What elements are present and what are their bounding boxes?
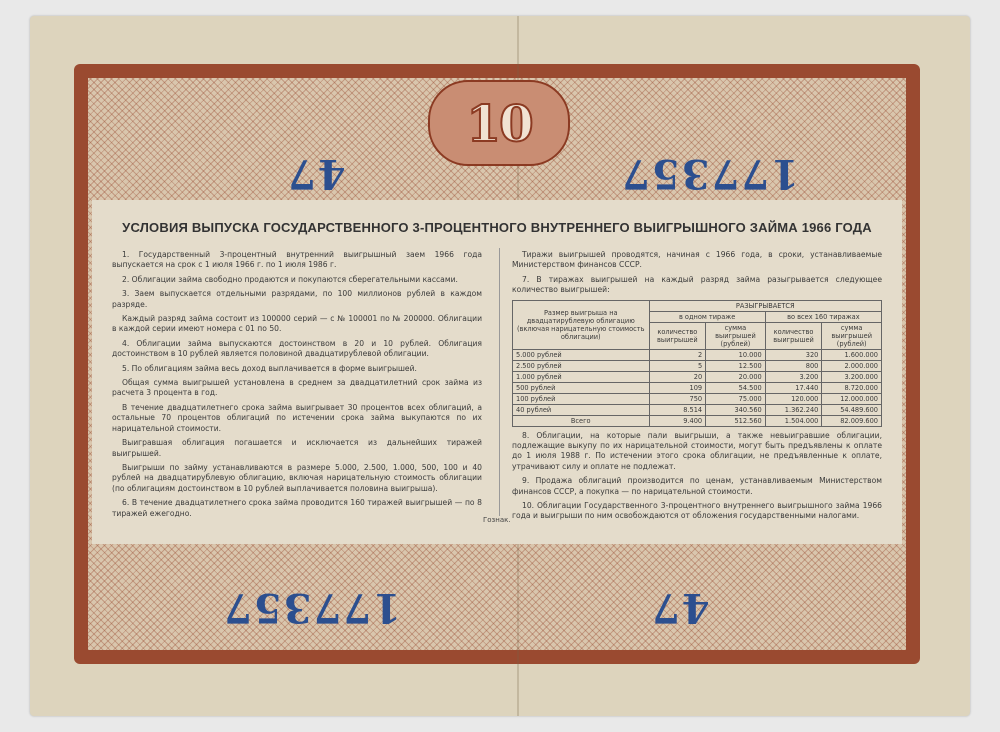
table-row — [513, 349, 882, 360]
denomination-value: 10 — [466, 93, 532, 153]
prize-one-draw-header: в одном тираже — [649, 311, 765, 322]
paragraph: 2. Облигации займа свободно продаются и покупаются сберегательными кассами. — [122, 274, 458, 284]
paragraph: Каждый разряд займа состоит из 100000 серий — с № 100001 по № 200000. Облигации в каждой серии имеют номера с 01 по 50. — [112, 314, 482, 334]
paragraph: Общая сумма выигрышей установлена в среднем за двадцатилетний срок займа из расчета 3 процента в год. — [112, 378, 482, 398]
prize-table — [512, 300, 882, 427]
column-divider — [499, 248, 500, 516]
prize-count: 5 — [649, 360, 706, 371]
paragraph: 8. Облигации, на которые пали выигрыши, а также невыигравшие облигации, подлежащие выкупу по их нарицательной стоимости, могут быть предъявлены к оплате до 1 июля 1988 г. По истечении этого срока облигации, не предъявленные к оплате, утрачивают силу и оплате не подлежат. — [512, 430, 882, 471]
conditions-left-column — [112, 250, 482, 523]
prize-sum: 75.000 — [706, 393, 766, 404]
paragraph: 9. Продажа облигаций производится по ценам, устанавливаемым Министерством финансов СССР, а покупка — по нарицательной стоимости. — [512, 476, 882, 496]
bond-number-bottom-left: 177357 — [222, 584, 401, 631]
paragraph: 1. Государственный 3-процентный внутренний выигрышный заем 1966 года выпускается на срок с 1 июля 1966 г. по 1 июля 1986 г. — [112, 250, 482, 270]
bond-number-top-right: 177357 — [620, 150, 799, 197]
prize-size: 2.500 рублей — [513, 360, 650, 371]
prize-count-total: 120.000 — [765, 393, 822, 404]
prize-count: 2 — [649, 349, 706, 360]
serial-number-top-left: 47 — [286, 150, 346, 197]
table-row — [513, 360, 882, 371]
prize-sum-total: 12.000.000 — [822, 393, 882, 404]
serial-number-bottom-right: 47 — [650, 584, 710, 631]
total-label: Всего — [513, 415, 650, 426]
paragraph: Выигравшая облигация погашается и исключается из дальнейших тиражей выигрышей. — [112, 438, 482, 458]
prize-sum-total: 1.600.000 — [822, 349, 882, 360]
paragraph: Тиражи выигрышей проводятся, начиная с 1966 года, в сроки, устанавливаемые Министерством финансов СССР. — [512, 250, 882, 270]
table-row — [513, 371, 882, 382]
total-count: 9.400 — [649, 415, 706, 426]
prize-sum-total: 54.489.600 — [822, 404, 882, 415]
prize-count-header: количество выигрышей — [765, 322, 822, 349]
prize-size-header: Размер выигрыша на двадцатирублевую облигацию (включая нарицательную стоимость облигации) — [513, 300, 650, 349]
prize-count-total: 1.362.240 — [765, 404, 822, 415]
prize-count-total: 17.440 — [765, 382, 822, 393]
prize-sum-total: 3.200.000 — [822, 371, 882, 382]
table-row — [513, 382, 882, 393]
prize-sum: 20.000 — [706, 371, 766, 382]
conditions-title: УСЛОВИЯ ВЫПУСКА ГОСУДАРСТВЕННОГО 3-ПРОЦЕНТНОГО ВНУТРЕННЕГО ВЫИГРЫШНОГО ЗАЙМА 1966 ГОДА — [122, 220, 872, 235]
paragraph: 5. По облигациям займа весь доход выплачивается в форме выигрышей. — [122, 363, 417, 373]
prize-count-total: 3.200 — [765, 371, 822, 382]
table-row — [513, 393, 882, 404]
prize-size: 500 рублей — [513, 382, 650, 393]
denomination-emblem — [428, 80, 570, 166]
paragraph: 7. В тиражах выигрышей на каждый разряд займа разыгрывается следующее количество выигрышей: — [512, 274, 882, 295]
prize-count: 750 — [649, 393, 706, 404]
table-row — [513, 404, 882, 415]
total-sum-all: 82.009.600 — [822, 415, 882, 426]
prize-all-draws-header: во всех 160 тиражах — [765, 311, 881, 322]
paragraph: 3. Заем выпускается отдельными разрядами, по 100 миллионов рублей в каждом разряде. — [112, 289, 482, 309]
prize-sum: 54.500 — [706, 382, 766, 393]
paragraph: 10. Облигации Государственного 3-процентного внутреннего выигрышного займа 1966 года и выигрыши по ним освобождаются от обложения государственными налогами. — [512, 501, 882, 521]
prize-size: 5.000 рублей — [513, 349, 650, 360]
prize-sum-total: 2.000.000 — [822, 360, 882, 371]
paragraph: В течение двадцатилетнего срока займа выигрывает 30 процентов всех облигаций, а остальные 70 процентов облигаций по истечении срока займа выкупаются по их нарицательной стоимости. — [112, 402, 482, 433]
prize-count-total: 800 — [765, 360, 822, 371]
prize-sum-header: сумма выигрышей (рублей) — [822, 322, 882, 349]
prize-drawn-header: РАЗЫГРЫВАЕТСЯ — [649, 300, 882, 311]
prize-sum-total: 8.720.000 — [822, 382, 882, 393]
prize-count-header: количество выигрышей — [649, 322, 706, 349]
paragraph: 6. В течение двадцатилетнего срока займа проводится 160 тиражей выигрышей — по 8 тиражей ежегодно. — [112, 498, 482, 518]
printer-signature: Гознак. — [483, 516, 511, 524]
conditions-right-column — [512, 250, 882, 526]
total-count-all: 1.504.000 — [765, 415, 822, 426]
total-sum: 512.560 — [706, 415, 766, 426]
prize-count: 109 — [649, 382, 706, 393]
prize-count-total: 320 — [765, 349, 822, 360]
paragraph: 4. Облигации займа выпускаются достоинством в 20 и 10 рублей. Облигация достоинством в 10 рублей является половиной двадцатирублевой облигации. — [112, 338, 482, 359]
prize-count: 20 — [649, 371, 706, 382]
prize-sum-header: сумма выигрышей (рублей) — [706, 322, 766, 349]
prize-sum: 10.000 — [706, 349, 766, 360]
prize-size: 40 рублей — [513, 404, 650, 415]
prize-sum: 340.560 — [706, 404, 766, 415]
prize-count: 8.514 — [649, 404, 706, 415]
paragraph: Выигрыши по займу устанавливаются в размере 5.000, 2.500, 1.000, 500, 100 и 40 рублей на двадцатирублевую облигацию, включая нарицательную стоимость облигации (по облигациям достоинством в 10 рублей выплачивается половина выигрыша). — [112, 462, 482, 493]
prize-size: 1.000 рублей — [513, 371, 650, 382]
prize-sum: 12.500 — [706, 360, 766, 371]
prize-size: 100 рублей — [513, 393, 650, 404]
table-total-row — [513, 415, 882, 426]
